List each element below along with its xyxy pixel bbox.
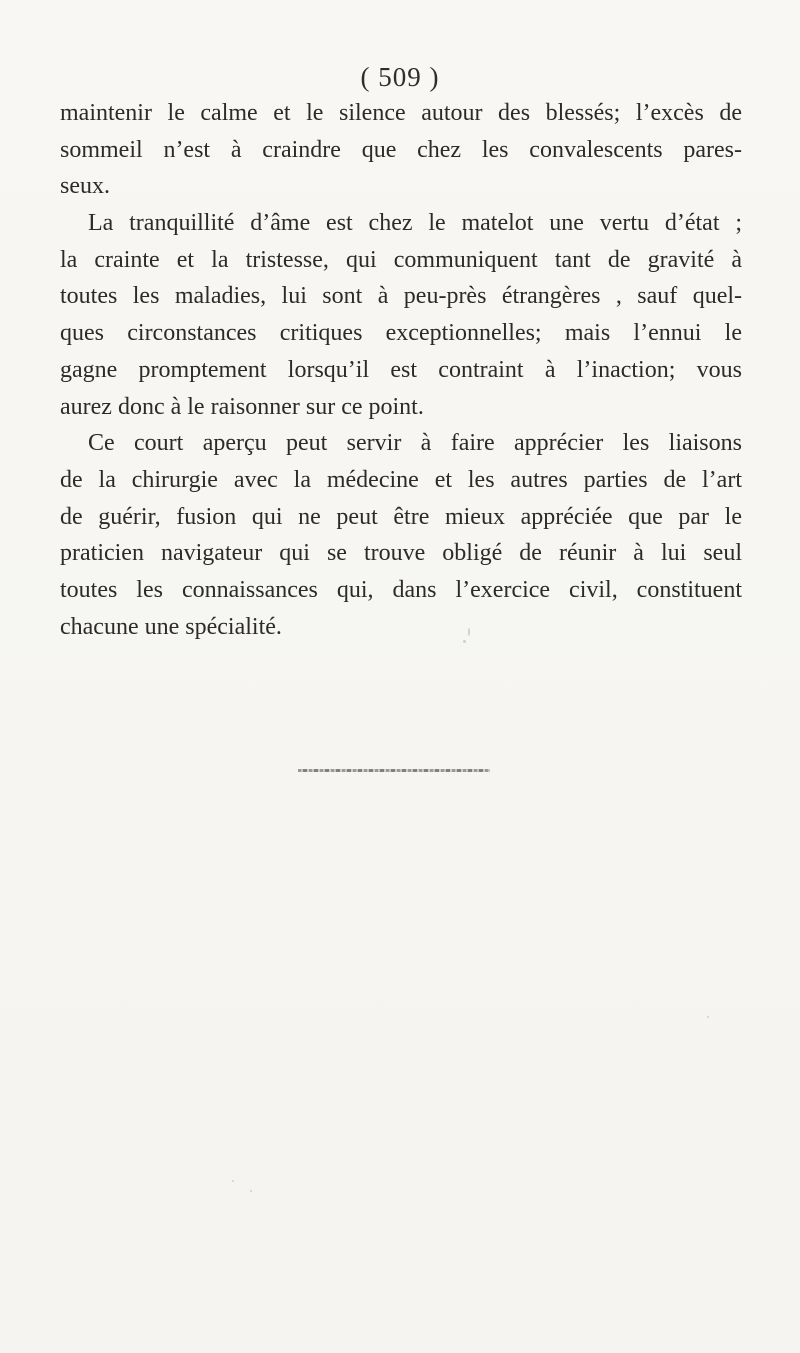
text-line: toutes les maladies, lui sont à peu-près étrangères , sauf quel- [60, 283, 742, 310]
text-line: la crainte et la tristesse, qui communiquent tant de gravité à [60, 246, 742, 273]
text-line: ques circonstances critiques exceptionnelles; mais l’ennui le [60, 320, 742, 347]
paper-speck [250, 1190, 252, 1192]
text-line: gagne promptement lorsqu’il est contraint à l’inaction; vous [60, 356, 742, 383]
text-line: praticien navigateur qui se trouve obligé de réunir à lui seul [60, 540, 742, 567]
text-line: de la chirurgie avec la médecine et les autres parties de l’art [60, 466, 742, 493]
text-line: de guérir, fusion qui ne peut être mieux appréciée que par le [60, 503, 742, 530]
paragraph-start-line: Ce court aperçu peut servir à faire apprécier les liaisons [88, 430, 742, 457]
text-line: aurez donc à le raisonner sur ce point. [60, 393, 424, 420]
text-line: sommeil n’est à craindre que chez les convalescents pares- [60, 136, 742, 163]
page-number: ( 509 ) [360, 62, 440, 92]
text-line: seux. [60, 173, 110, 200]
paper-speck [463, 640, 466, 643]
text-line: chacune une spécialité. [60, 613, 282, 640]
paper-speck [468, 628, 470, 636]
text-line: maintenir le calme et le silence autour des blessés; l’excès de [60, 100, 742, 126]
end-ornament-rule [298, 769, 490, 772]
body-text [60, 95, 742, 645]
text-line: toutes les connaissances qui, dans l’exercice civil, constituent [60, 576, 742, 603]
paper-speck [232, 1180, 234, 1182]
paragraph-start-line: La tranquillité d’âme est chez le matelot une vertu d’état ; [88, 210, 742, 237]
paper-speck [707, 1016, 709, 1018]
